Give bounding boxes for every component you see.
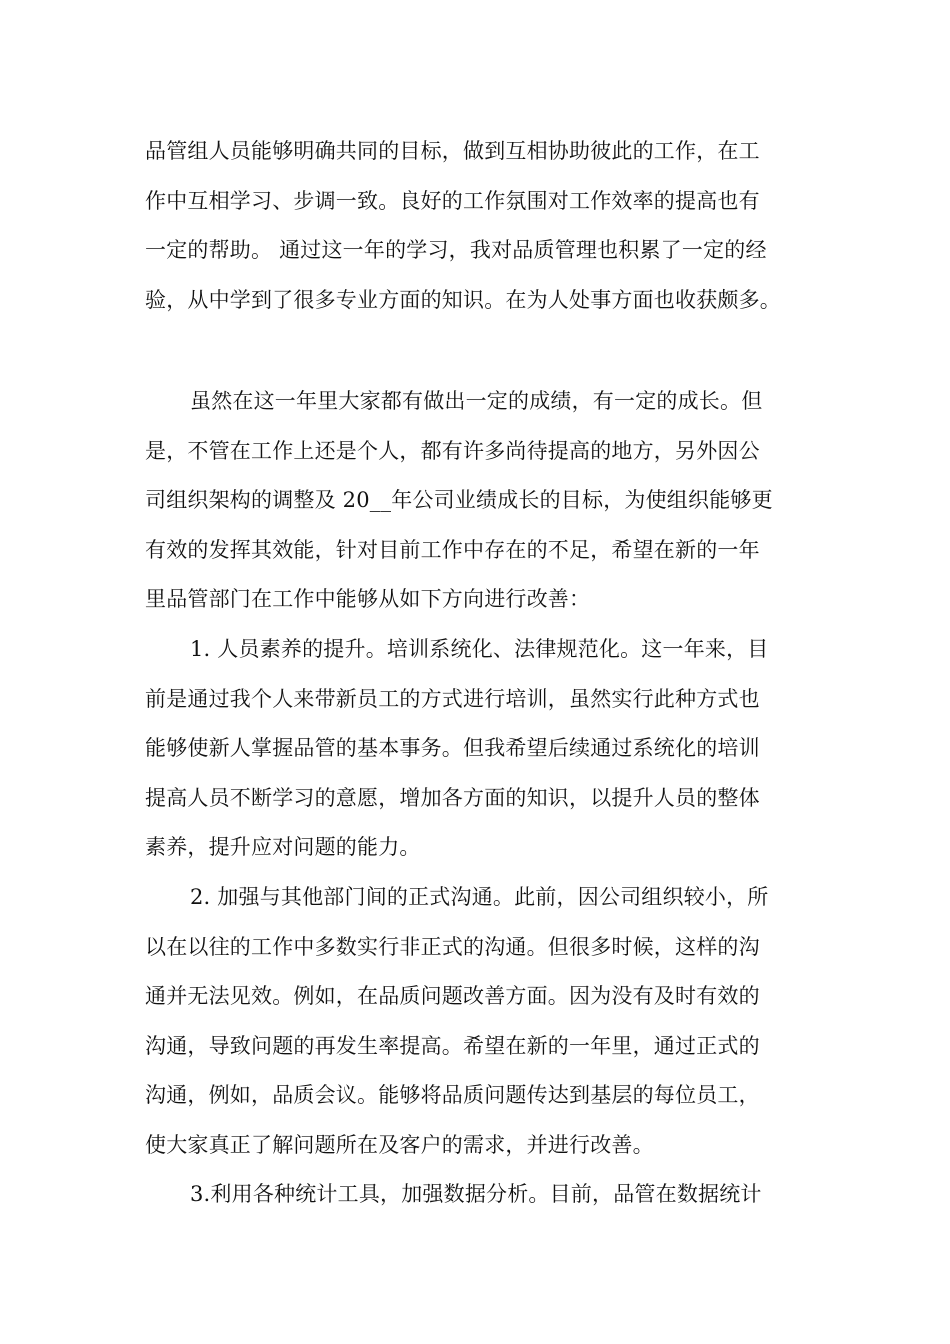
text-line: 虽然在这一年里大家都有做出一定的成绩，有一定的成长。但	[190, 389, 763, 413]
text-line: 通并无法见效。例如，在品质问题改善方面。因为没有及时有效的	[145, 984, 760, 1008]
text-line: 能够使新人掌握品管的基本事务。但我希望后续通过系统化的培训	[145, 736, 760, 760]
text-line: 素养，提升应对问题的能力。	[145, 835, 421, 859]
text-line: 前是通过我个人来带新员工的方式进行培训，虽然实行此种方式也	[145, 686, 760, 711]
text-line: 2. 加强与其他部门间的正式沟通。此前，因公司组织较小，所	[190, 885, 769, 909]
text-line: 以在以往的工作中多数实行非正式的沟通。但很多时候，这样的沟	[145, 934, 760, 959]
text-line: 沟通，例如，品质会议。能够将品质问题传达到基层的每位员工，	[145, 1083, 760, 1107]
text-line: 使大家真正了解问题所在及客户的需求，并进行改善。	[145, 1132, 654, 1157]
paragraph-4-list-item-2	[145, 873, 820, 1170]
text-line: 一定的帮助。 通过这一年的学习，我对品质管理也积累了一定的经	[145, 238, 767, 262]
text-line: 沟通，导致问题的再发生率提高。希望在新的一年里，通过正式的	[145, 1033, 760, 1058]
text-line: 有效的发挥其效能，针对目前工作中存在的不足，希望在新的一年	[145, 537, 760, 562]
text-line: 提高人员不断学习的意愿，增加各方面的知识，以提升人员的整体	[145, 785, 760, 810]
text-line: 司组织架构的调整及 20__年公司业绩成长的目标，为使组织能够更	[145, 488, 773, 512]
text-line: 验，从中学到了很多专业方面的知识。在为人处事方面也收获颇多。	[145, 287, 781, 312]
text-line: 里品管部门在工作中能够从如下方向进行改善：	[145, 587, 591, 611]
text-line: 品管组人员能够明确共同的目标，做到互相协助彼此的工作，在工	[145, 139, 760, 163]
text-line: 是，不管在工作上还是个人，都有许多尚待提高的地方，另外因公	[145, 438, 760, 463]
text-line: 作中互相学习、步调一致。良好的工作氛围对工作效率的提高也有	[145, 188, 760, 213]
text-line: 1. 人员素养的提升。培训系统化、法律规范化。这一年来，目	[190, 637, 769, 661]
paragraph-1	[145, 127, 820, 325]
paragraph-3-list-item-1	[145, 625, 820, 873]
paragraph-5-list-item-3	[145, 1170, 820, 1220]
text-line: 3.利用各种统计工具，加强数据分析。目前，品管在数据统计	[190, 1182, 762, 1206]
paragraph-2	[145, 377, 820, 625]
